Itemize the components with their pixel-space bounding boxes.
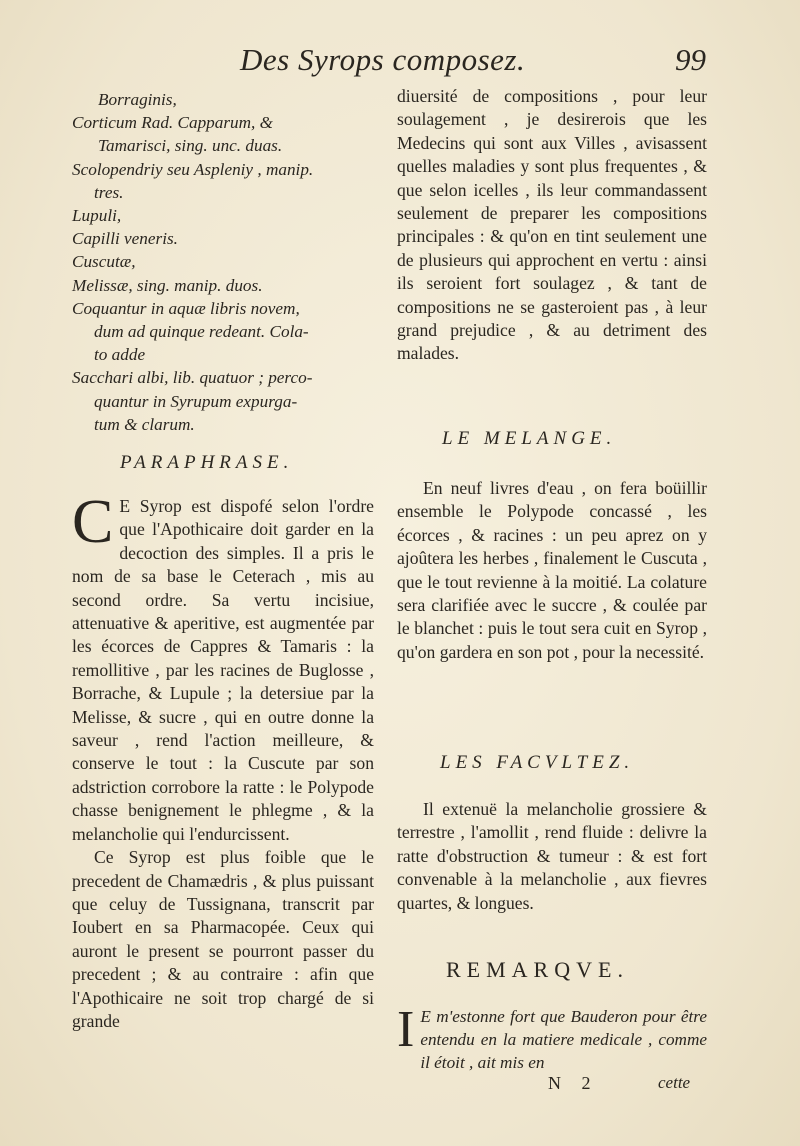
recipe-line: Lupuli,: [72, 206, 122, 226]
drop-cap: C: [72, 488, 114, 556]
paraphrase-paragraph-1-text: E Syrop est dispofé selon l'ordre que l'Apothicaire doit garder en la decoction des simples. Il a pris le nom de sa base le Ceterach , mis au second ordre. Sa vertu incisiue, attenuative & aperitive, est augmentée par les écorces de Cappres & Tamaris : la remollitive , par les racines de Buglosse , Borrache, & Lupule ; la detersiue par la Melisse, & sucre , qui en outre donne la saveur , rend l'action meilleure, & conserve le tout : la Cuscute par son adstriction corrobore la ratte : le Polypode chasse benignement le phlegme , & la melancholie qui l'endurcissent.: [72, 496, 374, 844]
recipe-line: Capilli veneris.: [72, 229, 178, 249]
recipe-line: tum & clarum.: [94, 414, 195, 434]
recipe-list: [72, 88, 374, 436]
recipe-line: Corticum Rad. Capparum, &: [72, 113, 274, 133]
paraphrase-paragraph-2: Ce Syrop est plus foible que le precedent de Chamædris , & plus puissant que celuy de Tussignana, transcrit par Ioubert en sa Pharmacopée. Ceux qui auront le present se pourront passer du precedent ; & au contraire : afin que l'Apothicaire ne soit trop chargé de si grande: [72, 847, 374, 1031]
recipe-line: Coquantur in aquæ libris novem,: [72, 298, 300, 318]
page-number: 99: [675, 42, 706, 77]
recipe-line: quantur in Syrupum expurga-: [94, 391, 298, 411]
paraphrase-heading: PARAPHRASE.: [120, 452, 294, 473]
remarque-heading: REMARQVE.: [446, 957, 629, 982]
continued-paragraph: diuersité de compositions , pour leur soulagement , je desirerois que les Medecins qui sont aux Villes , avisassent quelles maladies y sont plus frequentes , & que selon icelles , ils leur commandassent seulement de preparer les compositions principales : & qu'on en tint seulement une de plusieurs qui approchent en vertu : ainsi ils seroient fort soulagez , & tant de compositions ne se gasteroient pas , à leur grand prejudice , & au detriment des malades.: [397, 86, 707, 364]
continued-text: [397, 85, 707, 366]
recipe-line: Cuscutæ,: [72, 252, 136, 272]
remarque-text: [397, 1001, 707, 1074]
melange-heading: LE MELANGE.: [442, 428, 617, 449]
running-head: Des Syrops composez.: [240, 42, 526, 77]
recipe-line: Scolopendriy seu Aspleniy , manip.: [72, 159, 314, 179]
recipe-line: Melissæ, sing. manip. duos.: [72, 275, 263, 295]
recipe-line: tres.: [94, 182, 124, 202]
signature-mark: N 2: [548, 1073, 599, 1093]
melange-text: [397, 477, 707, 664]
facultez-heading: LES FACVLTEZ.: [440, 752, 635, 773]
paraphrase-text: [72, 488, 374, 1033]
recipe-line: Tamarisci, sing. unc. duas.: [98, 136, 283, 156]
catchword: cette: [658, 1073, 691, 1092]
facultez-text: [397, 798, 707, 915]
remarque-paragraph: E m'estonne fort que Bauderon pour être entendu en la matiere medicale , comme il étoit , ait mis en: [420, 1007, 707, 1072]
melange-paragraph: En neuf livres d'eau , on fera boüillir ensemble le Polypode concassé , les écorces , & racines : un peu aprez on y ajoûtera les herbes , finalement le Cuscuta , que le tout revienne à la moitié. La colature sera clarifiée avec le succre , & coulée par le blanchet : puis le tout sera cuit en Syrop , qu'on gardera en son pot , pour la necessité.: [397, 478, 707, 662]
paraphrase-paragraph-1: [72, 488, 374, 846]
facultez-paragraph: Il extenuë la melancholie grossiere & terrestre , l'amollit , rend fluide : delivre la ratte d'obstruction & tumeur : & est fort convenable à la melancholie , aux fievres quartes, & longues.: [397, 799, 707, 913]
remarque-drop-cap: I: [397, 1001, 415, 1058]
recipe-line: dum ad quinque redeant. Cola-: [94, 322, 309, 342]
recipe-line: to adde: [94, 345, 146, 365]
recipe-line: Sacchari albi, lib. quatuor ; perco-: [72, 368, 313, 388]
recipe-line: Borraginis,: [98, 90, 177, 109]
